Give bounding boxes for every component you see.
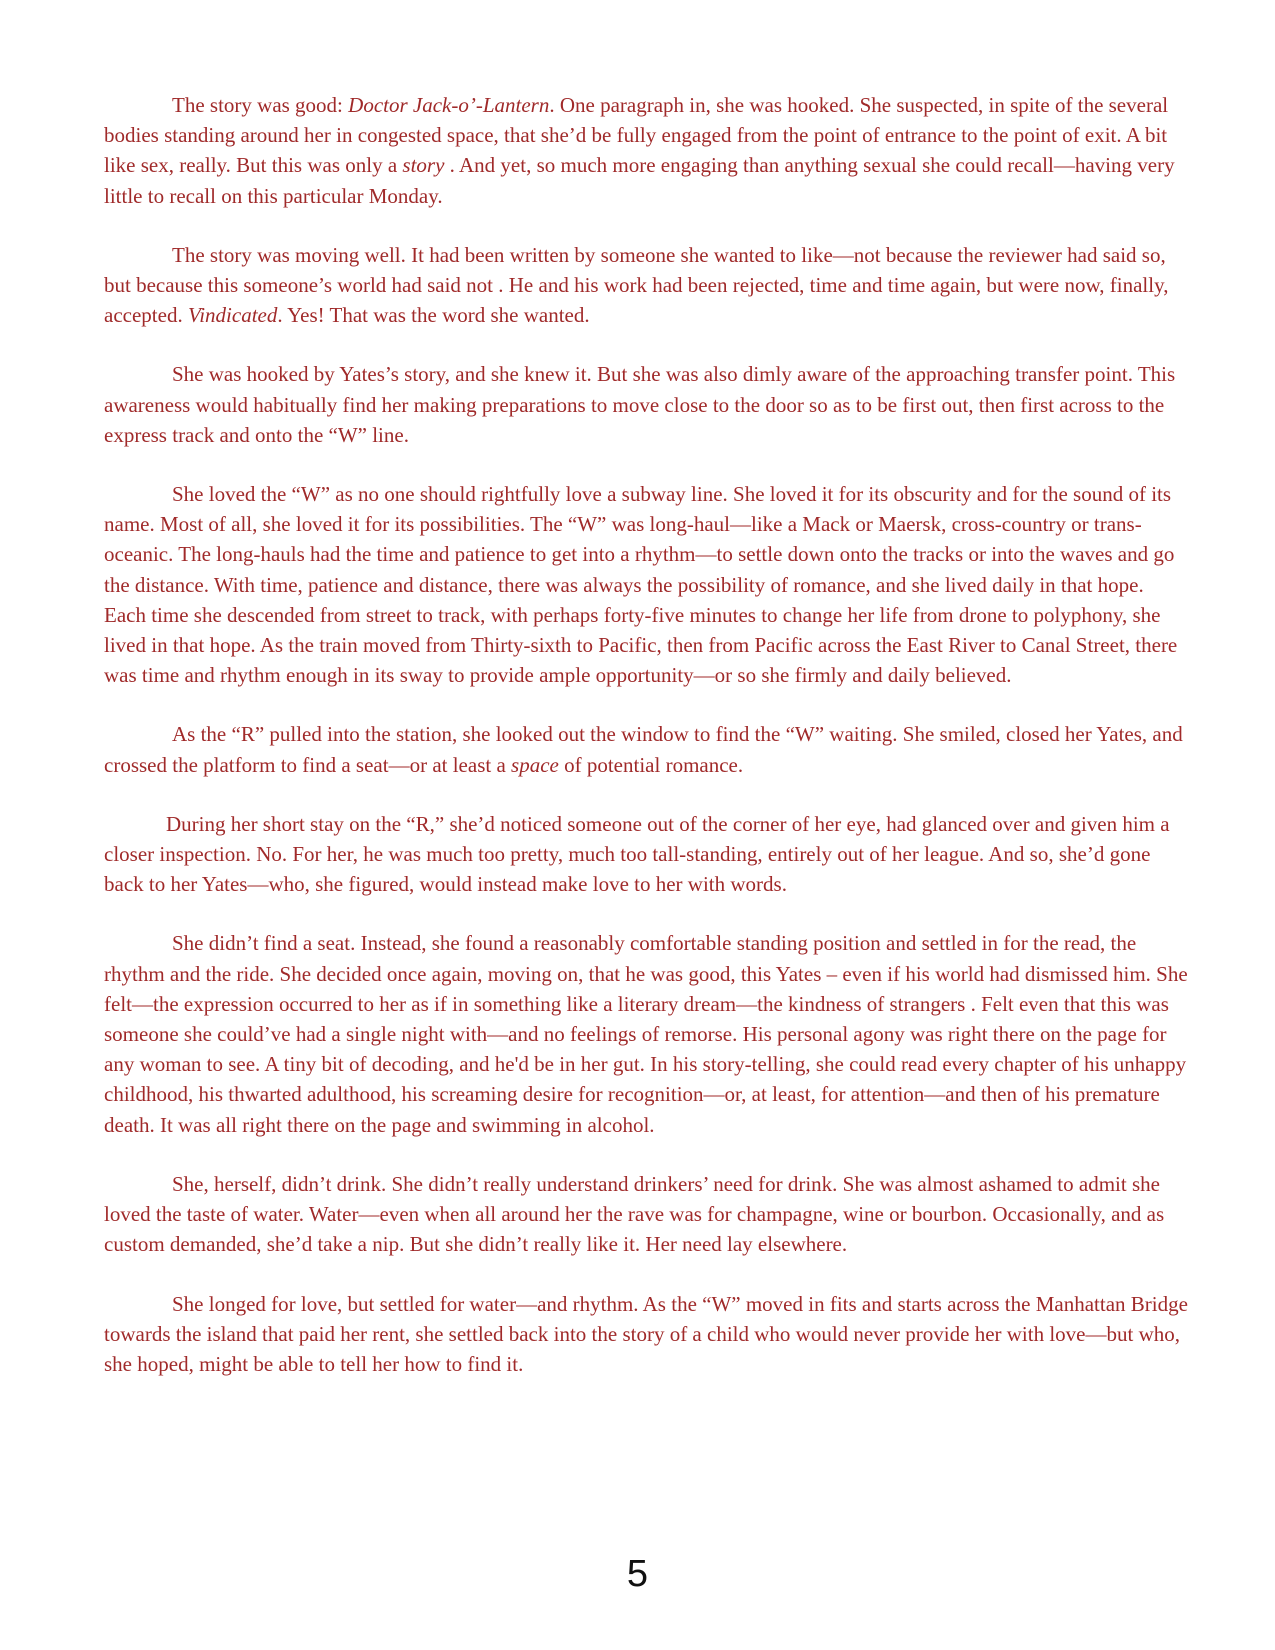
paragraph-2-segment-3: . Yes! That was the word she wanted.	[277, 303, 590, 328]
space-italic: space	[511, 752, 559, 777]
paragraph-3	[104, 359, 1188, 450]
paragraph-1-segment-1: The story was good:	[172, 93, 349, 117]
paragraph-7	[104, 928, 1188, 1139]
paragraph-1-segment-5: . And yet, so much more engaging than anything sexual she could recall—having very little to recall on this particular Monday.	[104, 153, 1175, 208]
paragraph-9	[104, 1289, 1188, 1380]
paragraph-4-text: She loved the “W” as no one should rightfully love a subway line. She loved it for its obscurity and for the sound of its name. Most of all, she loved it for its possibilities. The “W” was long-haul—like a Mack or Maersk, cross-country or trans-oceanic. The long-hauls had the time and patience to get into a rhythm—to settle down onto the tracks or into the waves and go the distance. With time, patience and distance, there was always the possibility of romance, and she lived daily in that hope. Each time she descended from street to track, with perhaps forty-five minutes to change her life from drone to polyphony, she lived in that hope. As the train moved from Thirty-sixth to Pacific, then from Pacific across the East River to Canal Street, there was time and rhythm enough in its sway to provide ample opportunity—or so she firmly and daily believed.	[104, 482, 1178, 688]
paragraph-3-text: She was hooked by Yates’s story, and she knew it. But she was also dimly aware of the approaching transfer point. This awareness would habitually find her making preparations to move close to the door so as to be first out, then first across to the express track and onto the “W” line.	[104, 362, 1176, 447]
paragraph-7-text: She didn’t find a seat. Instead, she found a reasonably comfortable standing position and settled in for the read, the rhythm and the ride. She decided once again, moving on, that he was good, this Yates – even if his world had dismissed him. She felt—the expression occurred to her as if in something like a literary dream—the kindness of strangers . Felt even that this was someone she could’ve had a single night with—and no feelings of remorse. His personal agony was right there on the page for any woman to see. A tiny bit of decoding, and he'd be in her gut. In his story-telling, she could read every chapter of his unhappy childhood, his thwarted adulthood, his screaming desire for recognition—or, at least, for attention—and then of his premature death. It was all right there on the page and swimming in alcohol.	[104, 931, 1188, 1137]
paragraph-1	[104, 90, 1188, 211]
paragraph-9-text: She longed for love, but settled for water—and rhythm. As the “W” moved in fits and starts across the Manhattan Bridge towards the island that paid her rent, she settled back into the story of a child who would never provide her with love—but who, she hoped, might be able to tell her how to find it.	[104, 1291, 1188, 1376]
paragraph-2	[104, 240, 1188, 331]
paragraph-5-segment-3: of potential romance.	[558, 752, 744, 777]
paragraph-6	[104, 809, 1188, 900]
story-title-italic: Doctor Jack-o’-Lantern	[348, 93, 550, 117]
paragraph-5	[104, 719, 1188, 779]
paragraph-4	[104, 479, 1188, 690]
paragraph-1-segment-3: . One paragraph in, she was hooked. She suspected, in spite of the several bodies standing around her in congested space, that she’d be fully engaged from the point of entrance to the point of exit. A bit like sex, really. But this was only a	[104, 93, 1169, 178]
page-number: 5	[626, 1553, 649, 1595]
paragraph-8	[104, 1169, 1188, 1260]
paragraph-2-segment-1: The story was moving well. It had been written by someone she wanted to like—not because the reviewer had said so, but because this someone’s world had said not . He and his work had been rejected, time and time again, but were now, finally, accepted.	[104, 242, 1169, 328]
paragraph-8-text: She, herself, didn’t drink. She didn’t really understand drinkers’ need for drink. She was almost ashamed to admit she loved the taste of water. Water—even when all around her the rave was for champagne, wine or bourbon. Occasionally, and as custom demanded, she’d take a nip. But she didn’t really like it. Her need lay elsewhere.	[104, 1171, 1165, 1257]
paragraph-6-text: During her short stay on the “R,” she’d noticed someone out of the corner of her eye, had glanced over and given him a closer inspection. No. For her, he was much too pretty, much too tall-standing, entirely out of her league. And so, she’d gone back to her Yates—who, she figured, would instead make love to her with words.	[104, 811, 1170, 897]
story-word-italic: story	[402, 153, 445, 178]
paragraph-5-segment-1: As the “R” pulled into the station, she looked out the window to find the “W” waiting. She smiled, closed her Yates, and crossed the platform to find a seat—or at least a	[104, 722, 1183, 777]
document-body	[104, 90, 1188, 1408]
vindicated-italic: Vindicated	[187, 303, 278, 328]
